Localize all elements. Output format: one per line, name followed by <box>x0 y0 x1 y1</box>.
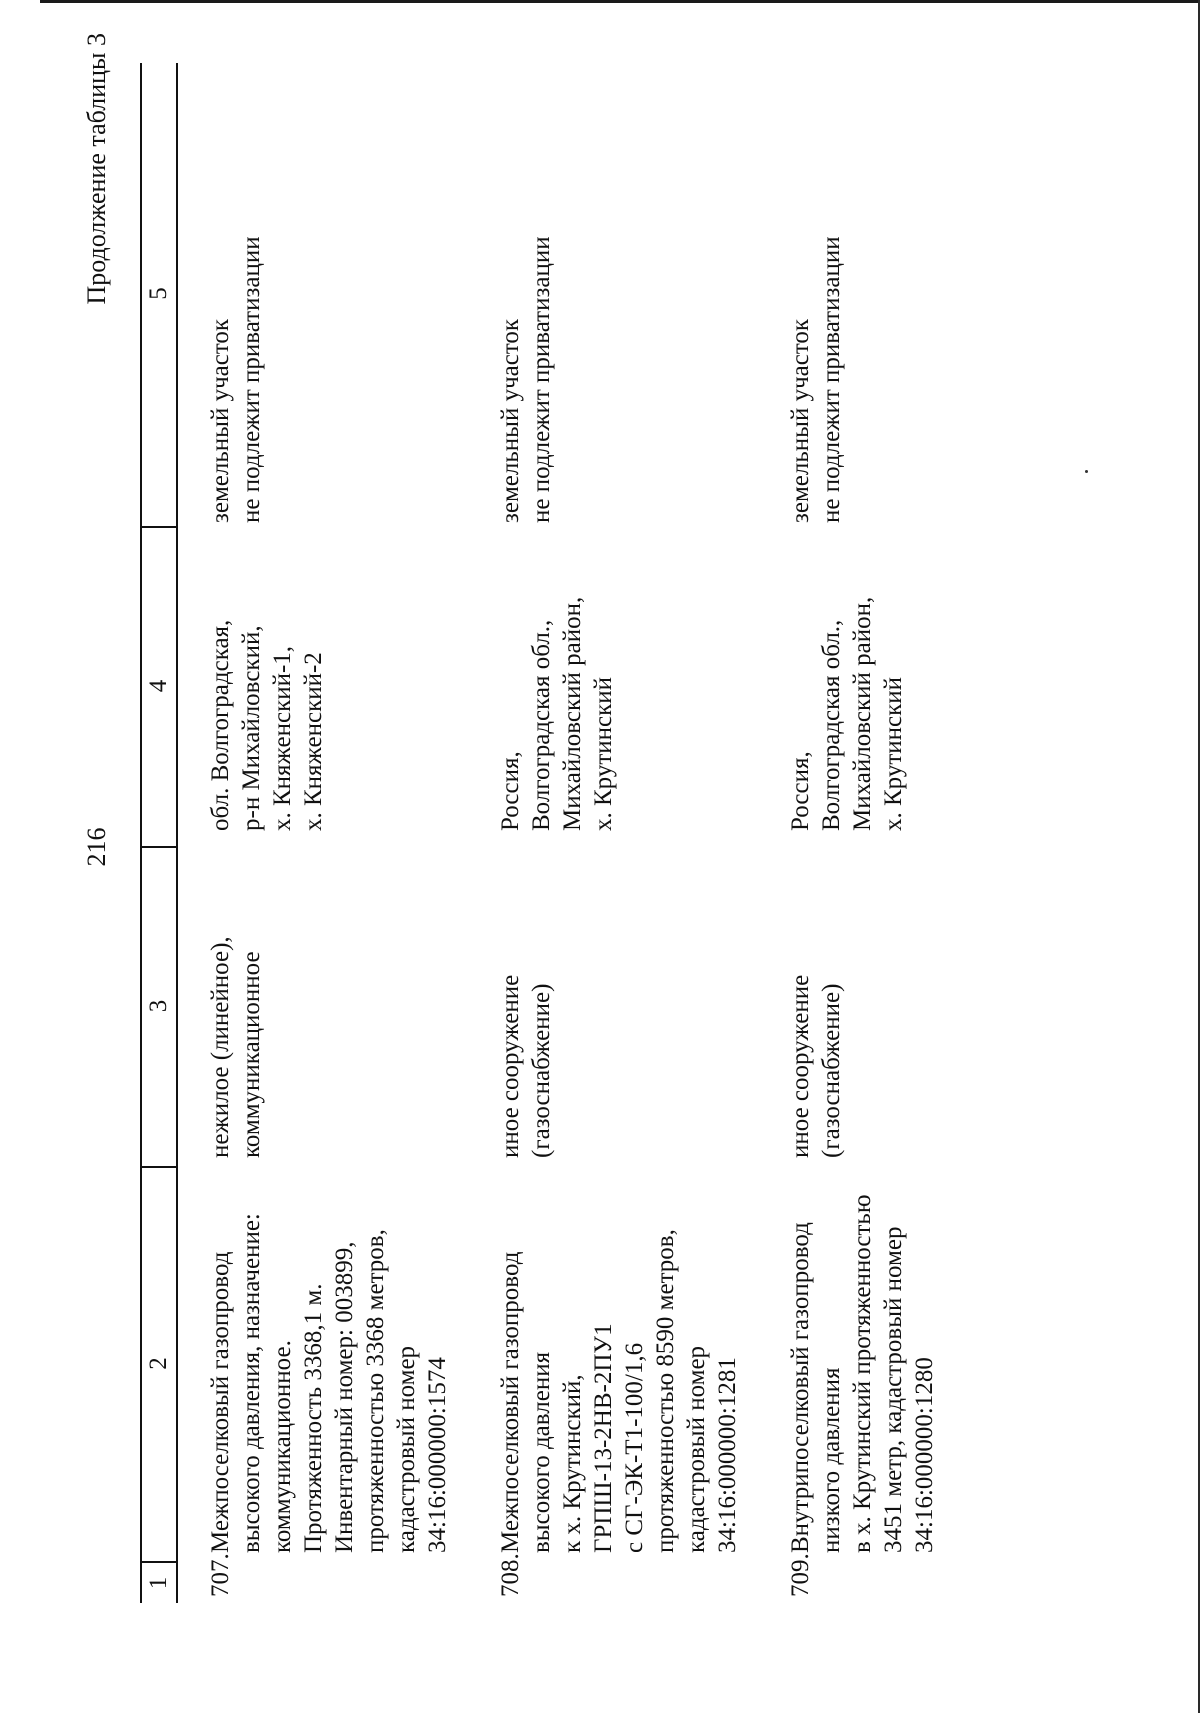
table-continuation-caption: Продолжение таблицы 3 <box>82 33 111 305</box>
header-col-2: 2 <box>142 1166 176 1563</box>
table-header <box>140 63 178 1603</box>
row-number: 707. <box>207 1553 234 1597</box>
object-type: нежилое (линейное), коммуникационное <box>207 936 265 1158</box>
object-description: Внутрипоселковый газопровод низкого давления в х. Крутинский протяженностью 3451 метр, кадастровый номер 34:16:000000:1280 <box>787 1194 938 1553</box>
header-col-1: 1 <box>145 1576 172 1590</box>
object-address: Россия, Волгоградская обл., Михайловский район, х. Крутинский <box>497 596 617 831</box>
object-description: Межпоселковый газопровод высокого давления к х. Крутинский, ГРПШ-13-2НВ-2ПУ1 с СГ-ЭК-Т1-100/1,6 протяженностью 8590 метров, кадастровый номер 34:16:000000:1281 <box>497 1229 741 1553</box>
object-note: земельный участок не подлежит приватизации <box>497 236 555 523</box>
object-type: иное сооружение (газоснабжение) <box>497 974 555 1158</box>
object-note: земельный участок не подлежит приватизации <box>787 236 845 523</box>
header-col-5: 5 <box>142 61 176 528</box>
object-address: обл. Волгоградская, р-н Михайловский, х. Княженский-1, х. Княженский-2 <box>207 619 327 831</box>
object-description: Межпоселковый газопровод высокого давления, назначение: коммуникационное. Протяженность 3368,1 м. Инвентарный номер: 003899, протяженностью 3368 метров, кадастровый номер 34:16:000000:1574 <box>207 1213 451 1553</box>
object-address: Россия, Волгоградская обл., Михайловский район, х. Крутинский <box>787 596 907 831</box>
row-number: 708. <box>497 1553 524 1597</box>
object-type: иное сооружение (газоснабжение) <box>787 974 845 1158</box>
row-number: 709. <box>787 1553 814 1597</box>
object-note: земельный участок не подлежит приватизации <box>207 236 265 523</box>
page-number: 216 <box>82 827 111 867</box>
header-col-3: 3 <box>142 846 176 1168</box>
header-col-4: 4 <box>142 526 176 848</box>
